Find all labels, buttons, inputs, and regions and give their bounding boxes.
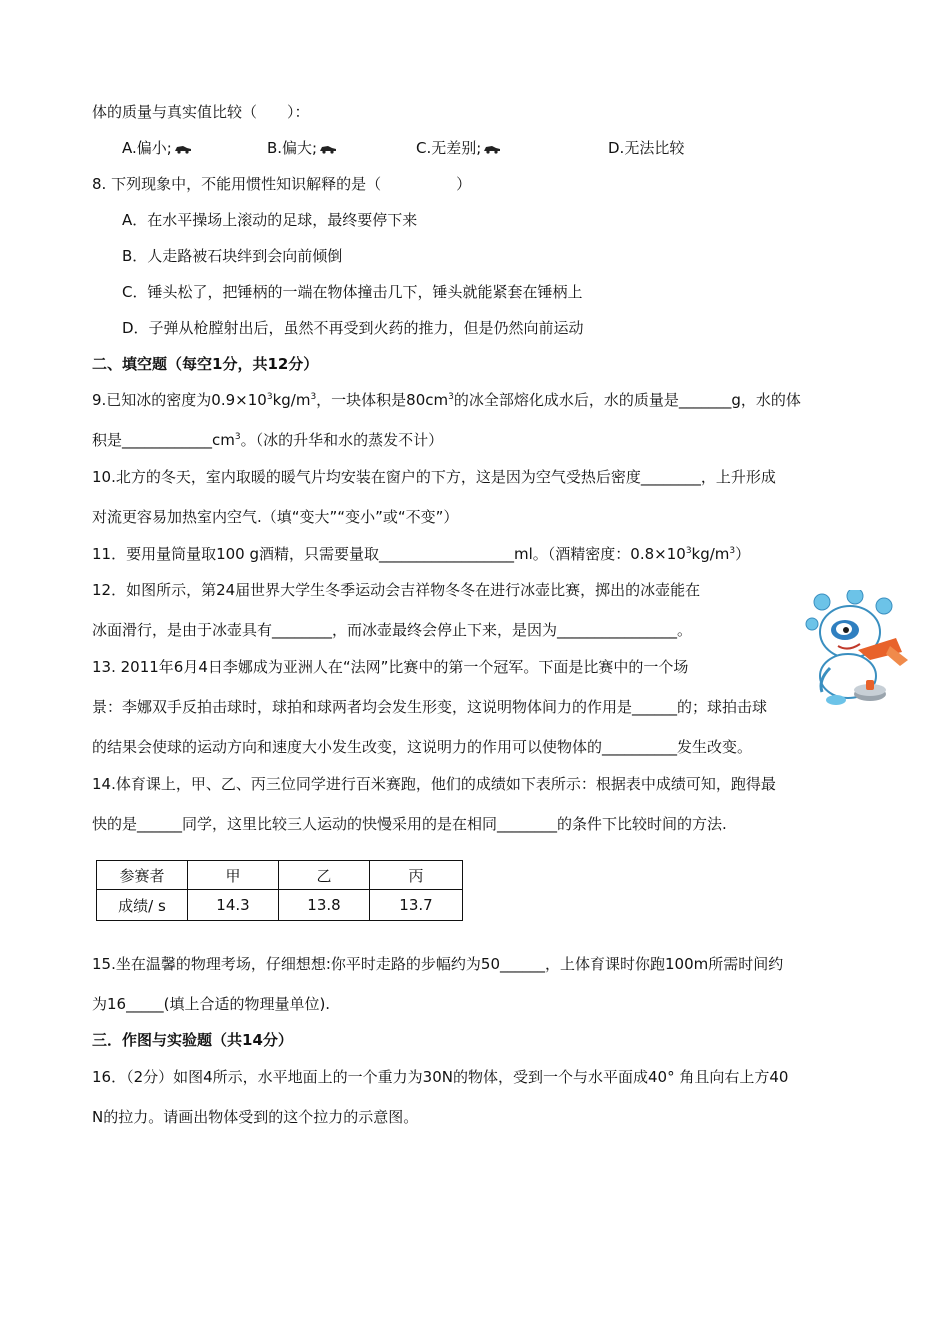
q13-line3: 的结果会使球的运动方向和速度大小发生改变，这说明力的作用可以使物体的__________发生改变。 bbox=[92, 738, 753, 756]
q16-line1: 16．（2分）如图4所示，水平地面上的一个重力为30N的物体，受到一个与水平面成40° 角且向右上方40 bbox=[92, 1068, 789, 1086]
table-header-cell: 乙 bbox=[279, 861, 370, 890]
q10-line2: 对流更容易加热室内空气.（填“变大”“变小”或“不变”） bbox=[92, 508, 459, 526]
q11-sup-a: 3 bbox=[685, 546, 692, 556]
q7-option-c-label: C.无差别; bbox=[416, 139, 482, 157]
table-row bbox=[97, 890, 463, 921]
q12-line2: 冰面滑行，是由于冰壶具有________，而冰壶最终会停止下来，是因为________________。 bbox=[92, 621, 693, 639]
table-header-cell: 甲 bbox=[188, 861, 279, 890]
q9-text-b: kg/m bbox=[272, 391, 311, 409]
table-cell: 13.8 bbox=[279, 890, 370, 921]
q15-line1: 15.坐在温馨的物理考场，仔细想想:你平时走路的步幅约为50______，上体育课时你跑100m所需时间约 bbox=[92, 955, 784, 973]
section2-title: 二、填空题（每空1分，共12分） bbox=[92, 355, 319, 373]
q16-line2: N的拉力。请画出物体受到的这个拉力的示意图。 bbox=[92, 1108, 419, 1126]
q14-line1: 14.体育课上，甲、乙、丙三位同学进行百米赛跑，他们的成绩如下表所示：根据表中成绩可知，跑得最 bbox=[92, 775, 776, 793]
q9-text-a: 9.已知冰的密度为0.9×10 bbox=[92, 391, 267, 409]
q9-sup-a: 3 bbox=[266, 392, 273, 402]
q7-option-c bbox=[416, 138, 501, 158]
q11-text-b: kg/m bbox=[691, 545, 730, 563]
table-cell: 成绩/ s bbox=[97, 890, 188, 921]
q7-option-b-label: B.偏大; bbox=[267, 139, 318, 157]
q11-line bbox=[92, 544, 750, 564]
q8-option-c: C．锤头松了，把锤柄的一端在物体撞击几下，锤头就能紧套在锤柄上 bbox=[122, 283, 583, 301]
q9-text-f: 。（冰的升华和水的蒸发不计） bbox=[240, 431, 444, 449]
snowman-curling-mascot-icon bbox=[800, 590, 910, 712]
q14-line2: 快的是______同学，这里比较三人运动的快慢采用的是在相同________的条件下比较时间的方法. bbox=[92, 815, 727, 833]
results-table bbox=[96, 860, 463, 921]
q7-option-d: D.无法比较 bbox=[608, 139, 685, 157]
q7-option-b bbox=[267, 138, 337, 158]
q9-line2 bbox=[92, 430, 443, 450]
q11-sup-b: 3 bbox=[729, 546, 736, 556]
q9-sup-b: 3 bbox=[310, 392, 317, 402]
q9-sup-c: 3 bbox=[448, 392, 454, 402]
q8-option-d: D．子弹从枪膛射出后，虽然不再受到火药的推力，但是仍然向前运动 bbox=[122, 319, 584, 337]
q15-line2: 为16_____(填上合适的物理量单位). bbox=[92, 995, 331, 1013]
table-cell: 14.3 bbox=[188, 890, 279, 921]
q8-option-a: A．在水平操场上滚动的足球，最终要停下来 bbox=[122, 211, 418, 229]
q9-text-e: 积是____________cm bbox=[92, 431, 235, 449]
q7-tail: 体的质量与真实值比较（ ）： bbox=[92, 103, 310, 121]
q7-option-a-label: A.偏小; bbox=[122, 139, 172, 157]
small-car-icon bbox=[174, 144, 192, 154]
small-car-icon bbox=[483, 144, 501, 154]
table-header-cell: 丙 bbox=[370, 861, 463, 890]
q9-sup-e: 3 bbox=[234, 432, 241, 442]
table-cell: 13.7 bbox=[370, 890, 463, 921]
q13-line1: 13. 2011年6月4日李娜成为亚洲人在“法网”比赛中的第一个冠军。下面是比赛中的一个场 bbox=[92, 658, 689, 676]
q11-text-c: ） bbox=[735, 545, 751, 563]
q8-option-b: B．人走路被石块绊到会向前倾倒 bbox=[122, 247, 343, 265]
q9-text-c: ，一块体积是80cm bbox=[316, 391, 449, 409]
table-header-row bbox=[97, 861, 463, 890]
q10-line1: 10.北方的冬天，室内取暖的暖气片均安装在窗户的下方，这是因为空气受热后密度________，上升形成 bbox=[92, 468, 776, 486]
q11-text-a: 11．要用量筒量取100 g酒精，只需要量取__________________ml。（酒精密度：0.8×10 bbox=[92, 545, 686, 563]
q8-stem: 8. 下列现象中，不能用惯性知识解释的是（ ） bbox=[92, 175, 472, 193]
q13-line2: 景：李娜双手反拍击球时，球拍和球两者均会发生形变，这说明物体间力的作用是______的；球拍击球 bbox=[92, 698, 768, 716]
q9-text-d: 的冰全部熔化成水后，水的质量是_______g，水的体 bbox=[453, 391, 801, 409]
q12-line1: 12．如图所示，第24届世界大学生冬季运动会吉祥物冬冬在进行冰壶比赛，掷出的冰壶能在 bbox=[92, 581, 701, 599]
q7-option-a bbox=[122, 138, 192, 158]
section3-title: 三．作图与实验题（共14分） bbox=[92, 1031, 293, 1049]
table-header-cell: 参赛者 bbox=[97, 861, 188, 890]
q9-line1 bbox=[92, 390, 801, 410]
small-car-icon bbox=[319, 144, 337, 154]
